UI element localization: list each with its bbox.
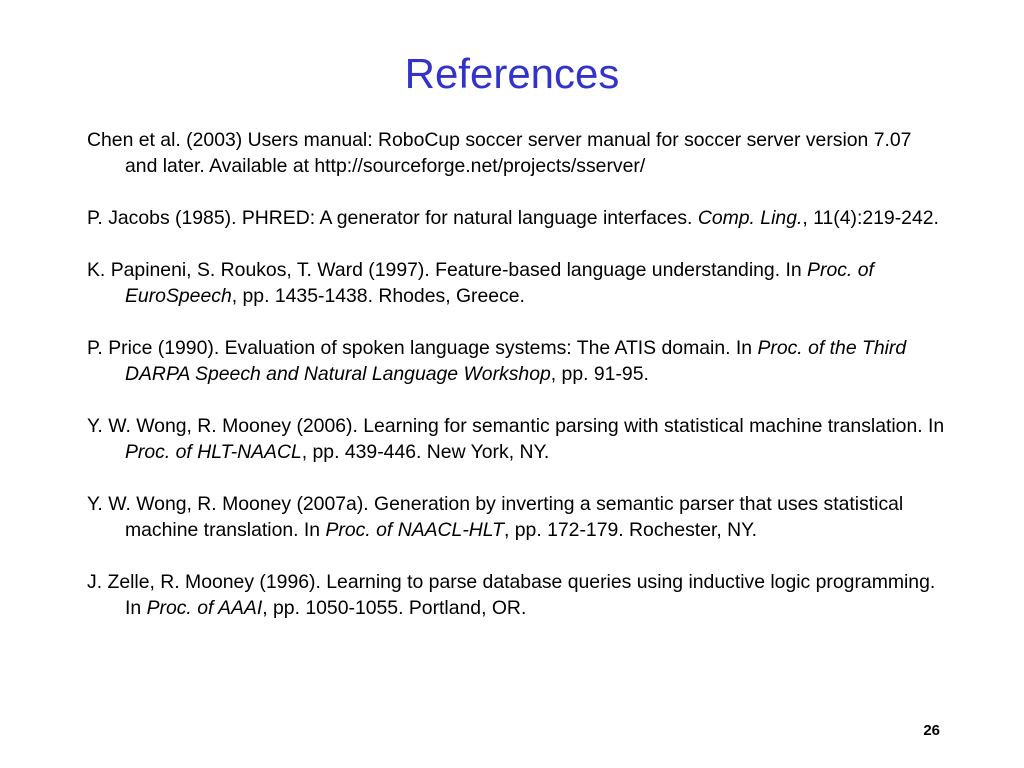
reference-item <box>87 413 947 465</box>
reference-venue: Comp. Ling. <box>697 207 803 229</box>
reference-text: , pp. 439-446. New York, NY. <box>301 441 550 463</box>
reference-item <box>87 205 947 231</box>
reference-text: Chen et al. (2003) Users manual: RoboCup soccer server manual for soccer server version 7.07 and later. Available at http://sourceforge.net/projects/sserver/ <box>87 129 912 177</box>
reference-text: , pp. 1050-1055. Portland, OR. <box>262 597 527 619</box>
reference-text: , 11(4):219-242. <box>802 207 939 229</box>
reference-item <box>87 491 947 543</box>
reference-venue: Proc. of the Third DARPA Speech and Natural Language Workshop <box>125 337 907 385</box>
reference-venue: Proc. of HLT-NAACL <box>125 441 302 463</box>
reference-venue: Proc. of AAAI <box>146 597 263 619</box>
reference-list <box>87 127 947 647</box>
reference-text: P. Price (1990). Evaluation of spoken language systems: The ATIS domain. In <box>87 337 758 359</box>
reference-item <box>87 335 947 387</box>
reference-text: P. Jacobs (1985). PHRED: A generator for natural language interfaces. <box>87 207 698 229</box>
page-number: 26 <box>923 722 940 739</box>
reference-item <box>87 257 947 309</box>
reference-venue: Proc. of EuroSpeech <box>125 259 874 307</box>
reference-text: J. Zelle, R. Mooney (1996). Learning to parse database queries using inductive logic programming. In <box>87 571 936 619</box>
reference-text: K. Papineni, S. Roukos, T. Ward (1997). Feature-based language understanding. In <box>87 259 808 281</box>
reference-text: , pp. 172-179. Rochester, NY. <box>504 519 757 541</box>
reference-text: Y. W. Wong, R. Mooney (2006). Learning for semantic parsing with statistical machine translation. In <box>87 415 945 437</box>
slide-title: References <box>404 50 620 97</box>
reference-item <box>87 569 947 621</box>
reference-item <box>87 127 947 179</box>
reference-text: , pp. 1435-1438. Rhodes, Greece. <box>231 285 525 307</box>
reference-text: Y. W. Wong, R. Mooney (2007a). Generation by inverting a semantic parser that uses statistical machine translation. In <box>87 493 904 541</box>
reference-venue: Proc. of NAACL-HLT <box>325 519 504 541</box>
reference-text: , pp. 91-95. <box>550 363 649 385</box>
